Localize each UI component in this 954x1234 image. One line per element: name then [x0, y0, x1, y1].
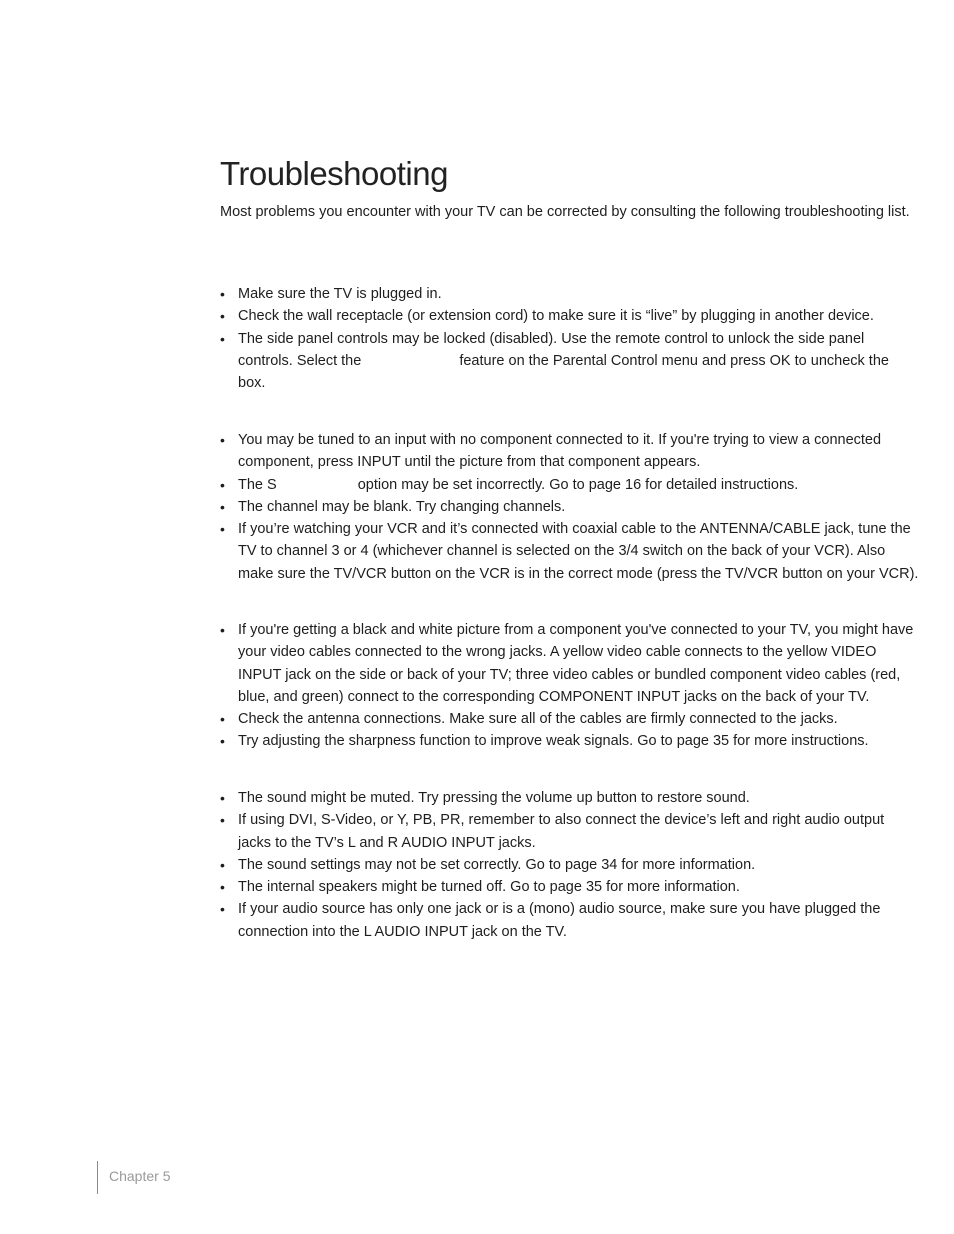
list-item-text-after: option may be set incorrectly. Go to page 16 for detailed instructions. [357, 476, 799, 493]
list-item: • The sound settings may not be set correctly. Go to page 34 for more information. [220, 854, 920, 876]
list-item-text-after: feature on the Parental Control menu and press OK to uncheck the box. [238, 352, 889, 392]
list-item: • If your audio source has only one jack or is a (mono) audio source, make sure you have plugged the connection into the L AUDIO INPUT jack on the TV. [220, 898, 920, 943]
troubleshooting-section-2 [220, 429, 920, 585]
page-title: Troubleshooting [220, 155, 448, 192]
list-item: • The channel may be blank. Try changing channels. [220, 496, 920, 518]
list-item: • Try adjusting the sharpness function to improve weak signals. Go to page 35 for more instructions. [220, 730, 920, 752]
list-item: • Check the antenna connections. Make sure all of the cables are firmly connected to the jacks. [220, 708, 920, 730]
troubleshooting-section-4 [220, 787, 920, 943]
list-item: • If you're getting a black and white picture from a component you've connected to your TV, you might have your video cables connected to the wrong jacks. A yellow video cable connects to the yellow VIDEO INPUT jack on the side or back of your TV; three video cables or bundled component video cables (red, blue, and green) connect to the corresponding COMPONENT INPUT jacks on the back of your TV. [220, 619, 920, 708]
list-item: • You may be tuned to an input with no component connected to it. If you're trying to view a connected component, press INPUT until the picture from that component appears. [220, 429, 920, 474]
list-item: • If using DVI, S-Video, or Y, PB, PR, remember to also connect the device’s left and right audio output jacks to the TV’s L and R AUDIO INPUT jacks. [220, 809, 920, 854]
list-item-text-before: The side panel controls may be locked (disabled). Use the remote control to unlock the side panel controls. Select the [238, 330, 865, 369]
footer-divider [97, 1161, 98, 1194]
intro-paragraph: Most problems you encounter with your TV can be corrected by consulting the following troubleshooting list. [220, 204, 910, 220]
list-item: • The sound might be muted. Try pressing the volume up button to restore sound. [220, 787, 920, 809]
troubleshooting-section-3 [220, 619, 920, 753]
troubleshooting-section-1 [220, 283, 920, 394]
list-item: • If you’re watching your VCR and it’s connected with coaxial cable to the ANTENNA/CABLE jack, tune the TV to channel 3 or 4 (whichever channel is selected on the 3/4 switch on the back of your VCR). Also make sure the TV/VCR button on the VCR is in the correct mode (press the TV/VCR button on your VCR). [220, 518, 920, 585]
list-item: • Make sure the TV is plugged in. [220, 283, 920, 305]
list-item [220, 328, 920, 395]
list-item: • Check the wall receptacle (or extension cord) to make sure it is “live” by plugging in another device. [220, 305, 920, 327]
chapter-label: Chapter 5 [109, 1168, 171, 1184]
list-item [220, 474, 920, 496]
list-item: • The internal speakers might be turned off. Go to page 35 for more information. [220, 876, 920, 898]
list-item-text-before: The S [238, 476, 277, 493]
